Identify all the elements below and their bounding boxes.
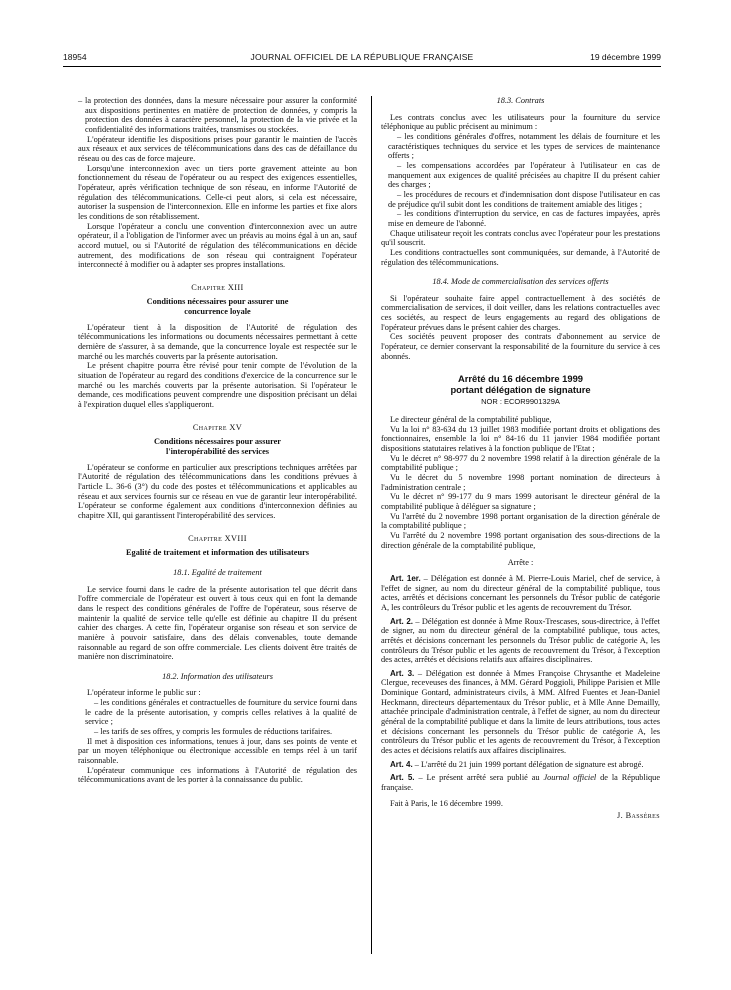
list-item: – les conditions d'interruption du service, en cas de factures impayées, après mise en demeure de l'abonné. xyxy=(388,209,660,228)
paragraph: L'opérateur informe le public sur : xyxy=(87,688,201,698)
article-3: Art. 3. – Délégation est donnée à Mmes Françoise Chrysanthe et Madeleine Clergue, receveuses des finances, à MM. Gérard Poggioli, Philippe Parisien et Mlle Dominique Gontard, administrateurs civils, à MM. Alfred Fuentes et Jean-Daniel Heckmann, directeurs départementaux du Trésor public, et à Mlle Anne Demailly, attachée principale d'administration centrale, à l'effet de signer, au nom du directeur général de la comptabilité publique et dans la limite de leurs attributions, tous actes et décisions concernant les personnels du Trésor public de catégorie A, les contrôleurs du Trésor public et les agents de recouvrement du Trésor, à l'exception des actes et décisions relatifs aux affaires disciplinaires. xyxy=(381,668,661,756)
chapter-title: Conditions nécessaires pour assurer l'interopérabilité des services xyxy=(153,437,281,456)
paragraph: L'opérateur communique ces informations à l'Autorité de régulation des télécommunications avant de les porter à la connaissance du public. xyxy=(78,765,357,785)
list-item: – les conditions générales d'offres, notamment les délais de fourniture et les caractéristiques techniques du service et les types de services de maintenance offerts ; xyxy=(388,131,660,161)
paragraph: Il met à disposition ces informations, tenues à jour, dans ses points de vente et par un moyen téléphonique ou électronique accessible en temps réel à un tarif raisonnable. xyxy=(78,736,357,766)
paragraph: L'opérateur tient à la disposition de l'Autorité de régulation des télécommunications les informations ou documents nécessaires permettant à cette dernière de s'assurer, à sa demande, que la concurrence loyale est respectée sur le marché ou les marchés couverts par la présente autorisation. xyxy=(78,322,357,361)
page-header xyxy=(63,52,661,67)
nor-reference: NOR : ECOR9901329A xyxy=(481,397,560,407)
decree-subtitle: portant délégation de signature xyxy=(450,384,591,396)
list-item: – les tarifs de ses offres, y compris les formules de réductions tarifaires. xyxy=(94,727,333,737)
chapter-label: Chapitre XIII xyxy=(191,282,244,292)
chapter-title: Egalité de traitement et information des utilisateurs xyxy=(126,548,309,558)
signature: J. Bassères xyxy=(617,811,660,821)
paragraph: Si l'opérateur souhaite faire appel contractuellement à des sociétés de commercialisation de services, il doit veiller, dans les relations contractuelles avec ces sociétés, au respect de leurs engagements au regard des obligations de l'opérateur prévues dans le présent cahier des charges. xyxy=(381,293,660,332)
paragraph: Vu le décret n° 99-177 du 9 mars 1999 autorisant le directeur général de la comptabilité publique à déléguer sa signature ; xyxy=(381,492,660,511)
paragraph: Vu le décret n° 98-977 du 2 novembre 1998 relatif à la direction générale de la comptabilité publique ; xyxy=(381,453,660,473)
paragraph: Le directeur général de la comptabilité publique, xyxy=(390,415,552,425)
arrete-label: Arrête : xyxy=(507,558,534,568)
article-4: Art. 4. – L'arrêté du 21 juin 1999 portant délégation de signature est abrogé. xyxy=(390,759,644,769)
column-divider xyxy=(371,96,372,954)
section-heading: 18.1. Egalité de traitement xyxy=(173,567,262,577)
paragraph: Vu l'arrêté du 2 novembre 1998 portant organisation de la direction générale de la comptabilité publique ; xyxy=(381,511,660,531)
section-heading: 18.4. Mode de commercialisation des services offerts xyxy=(432,277,609,287)
paragraph: Lorsque l'opérateur a conclu une convention d'interconnexion avec un autre opérateur, il a l'obligation de l'informer avec un préavis au moins égal à un an, sauf accord mutuel, ou si l'Autorité de régulation des télécommunications en décide autrement, des modifications de son réseau qui contraignent l'opérateur interconnecté à modifier ou à adapter ses propres installations. xyxy=(78,221,357,270)
section-heading: 18.2. Information des utilisateurs xyxy=(162,671,273,681)
right-column xyxy=(381,96,660,821)
paragraph: Le présent chapitre pourra être révisé pour tenir compte de l'évolution de la situation de l'opérateur au regard des conditions d'exercice de la concurrence sur le marché ou les marchés couverts par la présente autorisation. Si l'opérateur le demande, ces modifications peuvent comprendre une disposition précisant un délai à l'expiration duquel elles s'appliqueront. xyxy=(78,361,357,410)
paragraph: Le service fourni dans le cadre de la présente autorisation tel que décrit dans l'offre commerciale de l'opérateur est ouvert à tous ceux qui en font la demande dans le respect des conditions générales de l'offre de l'opérateur, sous réserve de maintenir la qualité de service telle qu'elle est définie au chapitre II du présent cahier des charges. A cette fin, l'opérateur organise son réseau et son service de manière à pouvoir satisfaire, dans des délais convenables, toute demande raisonnable au regard de son offre commerciale. Les clients doivent être traités de manière non discriminatoire. xyxy=(78,584,357,662)
paragraph: Vu l'arrêté du 2 novembre 1998 portant organisation des sous-directions de la direction générale de la comptabilité publique, xyxy=(381,530,660,550)
paragraph: Vu le décret du 5 novembre 1998 portant nomination de directeurs à l'administration centrale ; xyxy=(381,473,660,492)
decree-title: Arrêté du 16 décembre 1999 xyxy=(457,373,584,385)
chapter-title: Conditions nécessaires pour assurer une concurrence loyale xyxy=(146,297,289,317)
list-item: – les procédures de recours et d'indemnisation dont dispose l'utilisateur en cas de préjudice qu'il subit dont les conditions de traitement amiable des litiges ; xyxy=(388,189,660,209)
left-column xyxy=(78,96,357,785)
journal-title: JOURNAL OFFICIEL DE LA RÉPUBLIQUE FRANÇAISE xyxy=(250,52,474,62)
page-number: 18954 xyxy=(63,52,87,62)
paragraph: Lorsqu'une interconnexion avec un tiers porte gravement atteinte au bon fonctionnement du réseau de l'opérateur ou au respect des exigences essentielles, l'opérateur, après vérification technique de son réseau, en informe l'Autorité de régulation des télécommunications. Celle-ci peut alors, si cela est nécessaire, autoriser la suspension de l'interconnexion. Elle en informe les parties et fixe alors les conditions de son rétablissement. xyxy=(78,163,357,221)
chapter-label: Chapitre XV xyxy=(192,422,243,432)
paragraph: Les conditions contractuelles sont communiquées, sur demande, à l'Autorité de régulation des télécommunications. xyxy=(381,247,660,267)
list-item: – les conditions générales et contractuelles de fourniture du service fourni dans le cadre de la présente autorisation, y compris celles relatives à la qualité de service ; xyxy=(85,698,357,727)
article-2: Art. 2. – Délégation est donnée à Mme Roux-Trescases, sous-directrice, à l'effet de signer, au nom du directeur général de la comptabilité publique, tous actes, arrêtés et décisions concernant les personnels du Trésor public de catégorie A, les contrôleurs du Trésor public et les agents de recouvrement du Trésor, à l'exception des actes, arrêtés et décisions relatifs aux affaires disciplinaires. xyxy=(381,616,660,665)
paragraph: L'opérateur se conforme en particulier aux prescriptions techniques arrêtées par l'Autorité de régulation des télécommunications dans les conditions prévues à l'article L. 36-6 (3°) du code des postes et télécommunications et applicables au réseau et aux services fournis sur ce réseau en vue de garantir leur interopérabilité. L'opérateur se conforme également aux conditions d'interconnexion définies au chapitre XII, qui garantissent l'interopérabilité des services. xyxy=(78,462,357,520)
article-1: Art. 1er. – Délégation est donnée à M. Pierre-Louis Mariel, chef de service, à l'effet de signer, au nom du directeur général de la comptabilité publique, tous actes, arrêtés et décisions concernant les personnels du Trésor public de catégorie A, les contrôleurs du Trésor public et les agents de recouvrement du Trésor. xyxy=(381,573,660,612)
issue-date: 19 décembre 1999 xyxy=(590,52,661,62)
chapter-label: Chapitre XVIII xyxy=(188,533,247,543)
paragraph: Ces sociétés peuvent proposer des contrats d'abonnement au service de l'opérateur, ce dernier conservant la responsabilité de la fourniture du service à ces abonnés. xyxy=(381,332,660,361)
list-item: – les compensations accordées par l'opérateur à l'utilisateur en cas de manquement aux exigences de qualité précisées au chapitre II du présent cahier des charges ; xyxy=(388,160,660,190)
article-5: Art. 5. – Le présent arrêté sera publié au Journal officiel de la République française. xyxy=(381,773,661,793)
paragraph: L'opérateur identifie les dispositions prises pour garantir le maintien de l'accès aux réseaux et aux services de télécommunications dans des cas de défaillance du réseau ou des cas de force majeure. xyxy=(78,134,357,163)
signature-date: Fait à Paris, le 16 décembre 1999. xyxy=(390,798,503,808)
list-item: – la protection des données, dans la mesure nécessaire pour assurer la conformité aux dispositions pertinentes en matière de protection de données, y compris la protection des données à caractère personnel, la protection de la vie privée et la confidentialité des informations traitées, transmises ou stockées. xyxy=(78,96,357,134)
paragraph: Vu la loi n° 83-634 du 13 juillet 1983 modifiée portant droits et obligations des fonctionnaires, ensemble la loi n° 84-16 du 11 janvier 1984 modifiée portant dispositions statutaires relatives à la fonction publique de l'Etat ; xyxy=(381,424,660,454)
paragraph: Chaque utilisateur reçoit les contrats conclus avec l'opérateur pour les prestations qu'il souscrit. xyxy=(381,228,660,248)
section-heading: 18.3. Contrats xyxy=(496,96,545,105)
paragraph: Les contrats conclus avec les utilisateurs pour la fourniture du service téléphonique au public précisent au minimum : xyxy=(381,112,660,132)
